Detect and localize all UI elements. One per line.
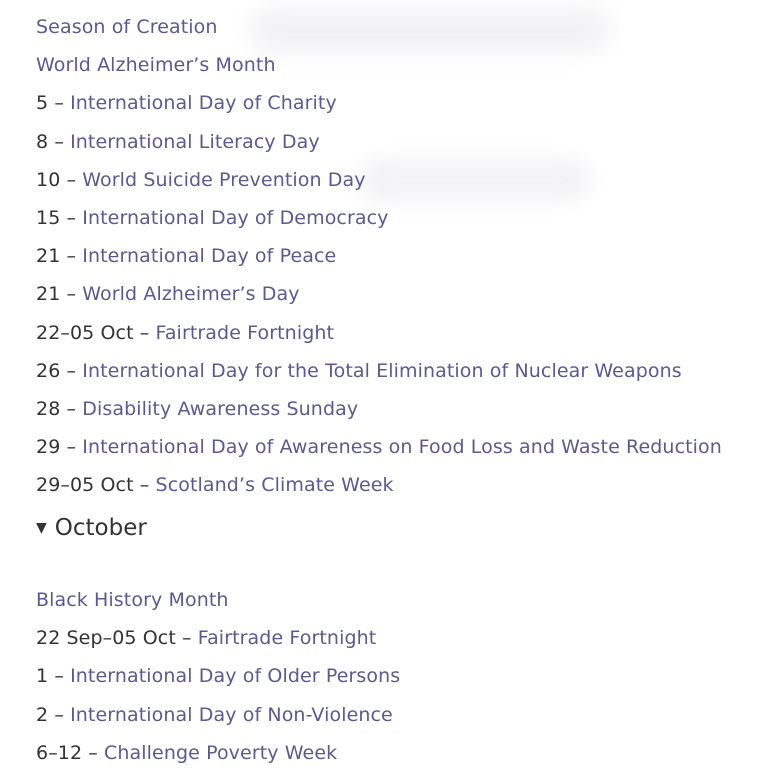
event-link[interactable]: International Literacy Day: [70, 130, 320, 153]
list-item: [36, 123, 722, 161]
event-link[interactable]: International Day for the Total Elimination of Nuclear Weapons: [82, 359, 682, 382]
list-item: [36, 314, 722, 352]
event-link[interactable]: Season of Creation: [36, 16, 218, 38]
event-date: 5 –: [36, 92, 71, 115]
event-link[interactable]: Fairtrade Fortnight: [197, 627, 377, 650]
event-date: 21 –: [36, 245, 83, 268]
list-item: [36, 390, 722, 428]
october-section-toggle[interactable]: [36, 511, 147, 545]
list-item: [36, 581, 400, 619]
section-title: October: [54, 515, 147, 541]
list-item: [36, 619, 400, 657]
event-date: 22 Sep–05 Oct –: [36, 627, 198, 650]
list-item: [36, 199, 722, 237]
event-link[interactable]: Challenge Poverty Week: [104, 741, 338, 764]
september-event-list: [36, 8, 722, 504]
event-date: 28 –: [36, 397, 83, 420]
event-date: 21 –: [36, 283, 83, 306]
event-date: 2 –: [36, 703, 71, 726]
event-date: 1 –: [36, 665, 71, 688]
event-link[interactable]: Black History Month: [36, 589, 229, 611]
event-date: 10 –: [36, 168, 83, 191]
event-date: 15 –: [36, 206, 83, 229]
list-item: [36, 46, 722, 84]
event-date: 29–05 Oct –: [36, 474, 156, 497]
event-link[interactable]: Fairtrade Fortnight: [155, 321, 335, 344]
event-date: 22–05 Oct –: [36, 321, 156, 344]
list-item: [36, 8, 722, 46]
event-date: 6–12 –: [36, 741, 105, 764]
event-link[interactable]: World Alzheimer’s Month: [36, 54, 276, 77]
list-item: [36, 734, 400, 772]
event-link[interactable]: International Day of Democracy: [82, 206, 389, 229]
event-date: 29 –: [36, 436, 83, 459]
list-item: [36, 428, 722, 466]
triangle-down-icon: ▼: [36, 520, 47, 536]
event-link[interactable]: International Day of Older Persons: [70, 665, 401, 688]
event-link[interactable]: Disability Awareness Sunday: [82, 397, 359, 420]
event-link[interactable]: World Suicide Prevention Day: [82, 168, 366, 191]
october-event-list: [36, 581, 400, 772]
event-link[interactable]: International Day of Non-Violence: [70, 703, 393, 726]
event-link[interactable]: World Alzheimer’s Day: [82, 283, 300, 306]
event-link[interactable]: Scotland’s Climate Week: [155, 474, 394, 497]
event-link[interactable]: International Day of Charity: [70, 92, 337, 115]
list-item: [36, 466, 722, 504]
list-item: [36, 237, 722, 275]
list-item: [36, 696, 400, 734]
event-link[interactable]: International Day of Peace: [82, 245, 337, 268]
event-date: 8 –: [36, 130, 71, 153]
list-item: [36, 161, 722, 199]
list-item: [36, 275, 722, 313]
event-link[interactable]: International Day of Awareness on Food Loss and Waste Reduction: [82, 436, 722, 459]
list-item: [36, 352, 722, 390]
list-item: [36, 657, 400, 695]
event-date: 26 –: [36, 359, 83, 382]
list-item: [36, 84, 722, 122]
